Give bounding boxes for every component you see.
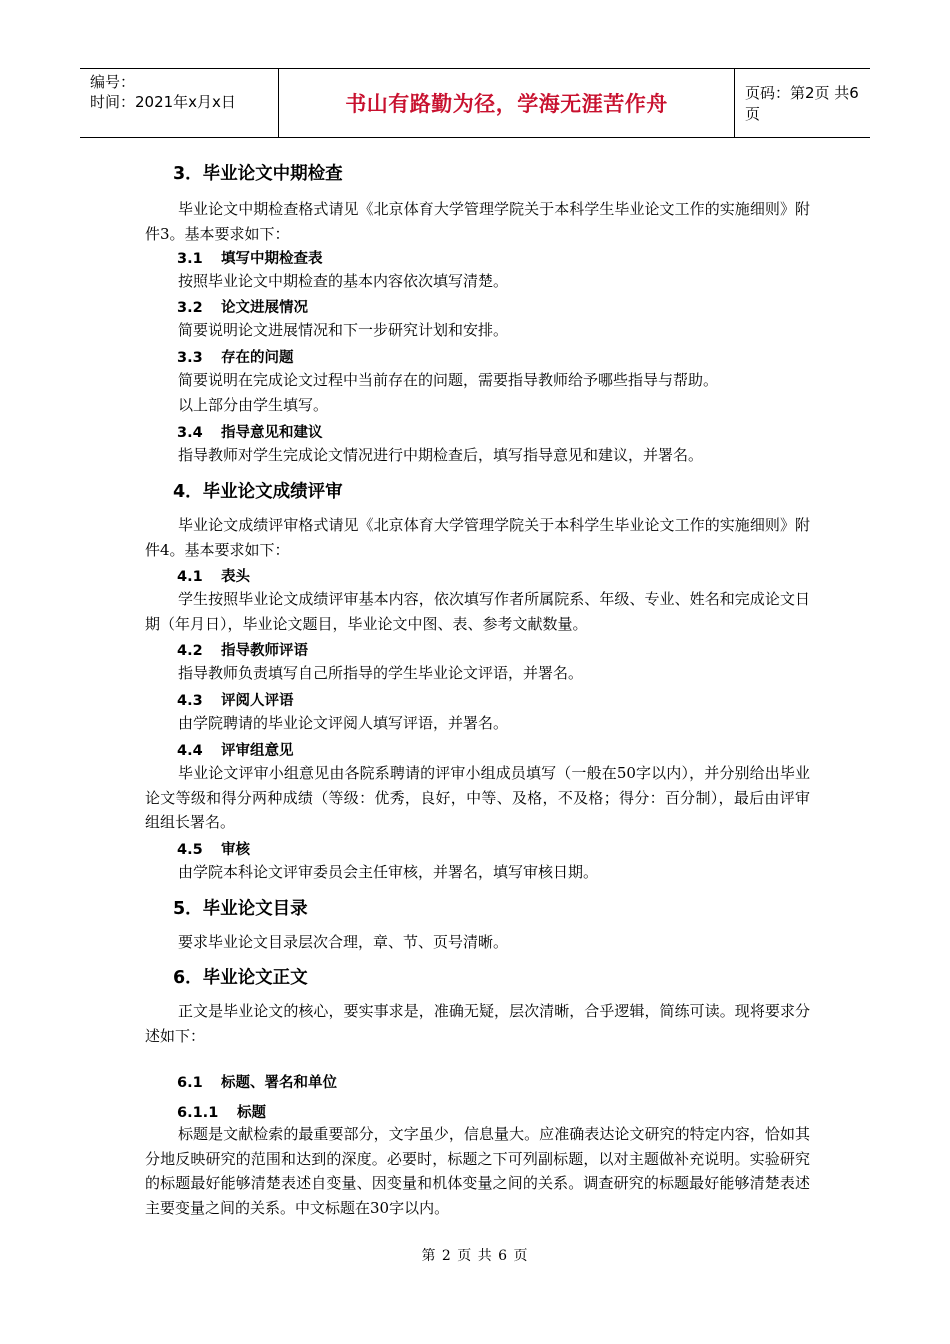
subsection-3-2-heading	[177, 296, 308, 317]
header-left-cell	[80, 69, 279, 137]
section-4-intro: 毕业论文成绩评审格式请见《北京体育大学管理学院关于本科学生毕业论文工作的实施细则》附件4。基本要求如下：	[145, 516, 810, 559]
subsection-3-3-title: 存在的问题	[221, 350, 294, 366]
header-motto: 书山有路勤为径，学海无涯苦作舟	[345, 92, 668, 116]
section-6-heading: 6．毕业论文正文	[173, 968, 308, 988]
subsection-4-2-text: 指导教师负责填写自己所指导的学生毕业论文评语，并署名。	[178, 664, 584, 682]
subsection-6-1-1-text: 标题是文献检索的最重要部分，文字虽少，信息量大。应准确表达论文研究的特定内容，恰如其分地反映研究的范围和达到的深度。必要时，标题之下可列副标题，以对主题做补充说明。实验研究的标题最好能够清楚表述自变量、因变量和机体变量之间的关系。调查研究的标题最好能够清楚表述主要变量之间的关系。中文标题在30字以内。	[145, 1125, 810, 1217]
subsection-3-3-heading	[177, 346, 294, 367]
subsection-6-1-1-number: 6.1.1	[177, 1105, 219, 1121]
page-footer: 第 2 页 共 6 页	[421, 1248, 529, 1264]
subsection-4-4-text: 毕业论文评审小组意见由各院系聘请的评审小组成员填写（一般在50字以内），并分别给出毕业论文等级和得分两种成绩（等级：优秀，良好，中等、及格，不及格；得分：百分制），最后由评审组组长署名。	[145, 764, 810, 831]
subsection-4-3-number: 4.3	[177, 693, 203, 709]
subsection-4-4-number: 4.4	[177, 743, 203, 759]
subsection-3-4-number: 3.4	[177, 425, 203, 441]
subsection-6-1-1-heading	[177, 1101, 266, 1122]
document-number-label: 编号：	[90, 73, 136, 91]
header-middle-cell	[279, 69, 735, 137]
subsection-4-1-text: 学生按照毕业论文成绩评审基本内容，依次填写作者所属院系、年级、专业、姓名和完成论文日期（年月日），毕业论文题目，毕业论文中图、表、参考文献数量。	[145, 590, 810, 633]
subsection-6-1-heading	[177, 1071, 337, 1092]
section-3-heading: 3．毕业论文中期检查	[173, 164, 343, 184]
subsection-6-1-1-title: 标题	[237, 1105, 266, 1121]
subsection-3-1-number: 3.1	[177, 251, 203, 267]
subsection-3-3-number: 3.3	[177, 350, 203, 366]
subsection-4-2-title: 指导教师评语	[221, 643, 308, 659]
subsection-4-1-number: 4.1	[177, 569, 203, 585]
page-header	[80, 68, 870, 138]
subsection-4-3-text: 由学院聘请的毕业论文评阅人填写评语，并署名。	[178, 714, 509, 732]
subsection-4-1-title: 表头	[221, 569, 250, 585]
subsection-4-2-number: 4.2	[177, 643, 203, 659]
subsection-4-4-title: 评审组意见	[221, 743, 294, 759]
header-page-number: 页码：第2页 共6页	[745, 84, 859, 123]
subsection-4-5-heading	[177, 838, 250, 859]
section-6-intro: 正文是毕业论文的核心，要实事求是，准确无疑，层次清晰，合乎逻辑，简练可读。现将要求分述如下：	[145, 1002, 810, 1045]
section-5-heading: 5．毕业论文目录	[173, 899, 308, 919]
subsection-6-1-number: 6.1	[177, 1075, 203, 1091]
header-right-cell	[735, 69, 870, 137]
subsection-4-5-title: 审核	[221, 842, 250, 858]
subsection-3-1-heading	[177, 247, 323, 268]
document-date-label: 时间：2021年x月x日	[90, 93, 236, 111]
subsection-4-5-text: 由学院本科论文评审委员会主任审核，并署名，填写审核日期。	[178, 863, 599, 881]
subsection-4-4-heading	[177, 739, 294, 760]
subsection-3-4-title: 指导意见和建议	[221, 425, 323, 441]
subsection-4-1-heading	[177, 565, 250, 586]
subsection-3-2-number: 3.2	[177, 300, 203, 316]
subsection-4-3-heading	[177, 689, 294, 710]
section-4-heading: 4．毕业论文成绩评审	[173, 482, 343, 502]
subsection-3-1-text: 按照毕业论文中期检查的基本内容依次填写清楚。	[178, 272, 509, 290]
subsection-4-3-title: 评阅人评语	[221, 693, 294, 709]
section-3-intro: 毕业论文中期检查格式请见《北京体育大学管理学院关于本科学生毕业论文工作的实施细则》附件3。基本要求如下：	[145, 200, 810, 243]
subsection-3-3-text: 简要说明在完成论文过程中当前存在的问题，需要指导教师给予哪些指导与帮助。	[178, 371, 719, 389]
section-5-text: 要求毕业论文目录层次合理，章、节、页号清晰。	[178, 933, 509, 951]
subsection-4-2-heading	[177, 639, 308, 660]
subsection-3-1-title: 填写中期检查表	[221, 251, 323, 267]
subsection-3-4-text: 指导教师对学生完成论文情况进行中期检查后，填写指导意见和建议，并署名。	[178, 446, 704, 464]
subsection-3-2-title: 论文进展情况	[221, 300, 308, 316]
subsection-3-4-heading	[177, 421, 323, 442]
subsection-3-2-text: 简要说明论文进展情况和下一步研究计划和安排。	[178, 321, 509, 339]
subsection-4-5-number: 4.5	[177, 842, 203, 858]
subsection-6-1-title: 标题、署名和单位	[221, 1075, 337, 1091]
subsection-3-3-note: 以上部分由学生填写。	[178, 396, 329, 414]
